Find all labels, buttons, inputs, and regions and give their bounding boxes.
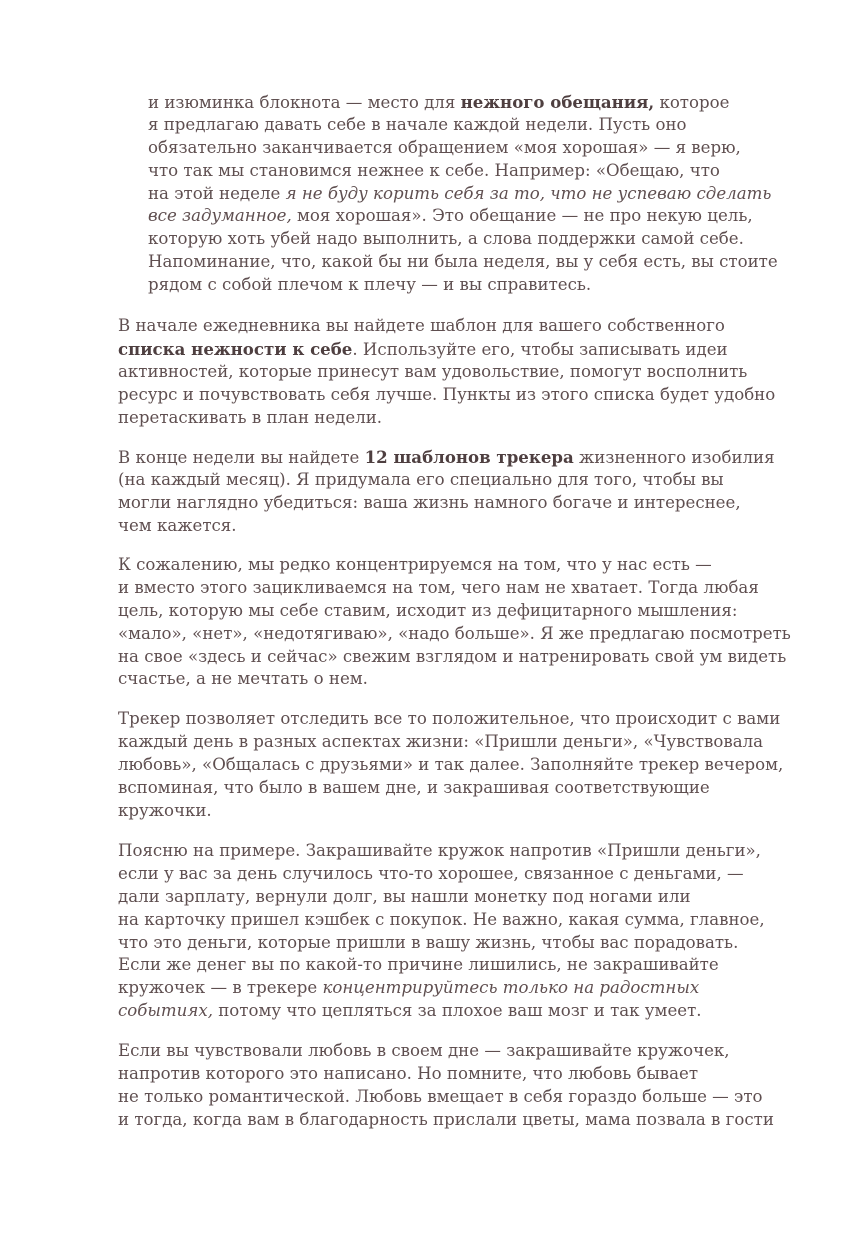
text-segment: кружочек — в трекере bbox=[118, 978, 323, 998]
text-segment: на карточку пришел кэшбек с покупок. Не важно, какая сумма, главное, bbox=[118, 909, 765, 929]
text-segment: каждый день в разных аспектах жизни: «Пришли деньги», «Чувствовала bbox=[118, 731, 764, 751]
text-line bbox=[118, 515, 775, 538]
text-line bbox=[118, 800, 783, 823]
text-segment: Поясню на примере. Закрашивайте кружок напротив «Пришли деньги», bbox=[118, 841, 761, 860]
text-segment: не только романтической. Любовь вмещает в себя гораздо больше — это bbox=[118, 1086, 763, 1106]
text-line bbox=[148, 91, 778, 114]
text-line bbox=[118, 469, 775, 492]
text-line bbox=[118, 492, 775, 515]
text-line bbox=[148, 137, 778, 160]
text-segment: В начале ежедневника вы найдете шаблон для вашего собственного bbox=[118, 316, 725, 335]
text-line bbox=[118, 954, 765, 977]
text-line bbox=[118, 446, 775, 469]
text-line bbox=[118, 932, 765, 955]
italic-text: концентрируйтесь только на радостных bbox=[322, 978, 700, 998]
text-line bbox=[118, 1000, 765, 1023]
text-segment: Трекер позволяет отследить все то положительное, что происходит с вами bbox=[118, 709, 781, 728]
text-segment: активностей, которые принесут вам удовольствие, помогут восполнить bbox=[118, 361, 748, 381]
text-line bbox=[118, 600, 791, 623]
text-line bbox=[118, 708, 783, 731]
text-segment: . Используйте его, чтобы записывать идеи bbox=[352, 339, 728, 359]
bold-text: списка нежности к себе bbox=[118, 338, 353, 359]
text-segment: Если вы чувствовали любовь в своем дне — закрашивайте кружочек, bbox=[118, 1041, 730, 1060]
text-line bbox=[118, 646, 791, 669]
text-segment: напротив которого это написано. Но помните, что любовь бывает bbox=[118, 1063, 699, 1083]
text-line bbox=[118, 554, 791, 577]
text-line bbox=[118, 840, 765, 863]
text-line bbox=[148, 160, 778, 183]
text-line bbox=[118, 1063, 774, 1086]
text-line bbox=[118, 909, 765, 932]
text-line bbox=[148, 114, 778, 137]
text-segment: которую хоть убей надо выполнить, а слова поддержки самой себе. bbox=[148, 229, 744, 249]
text-segment: и тогда, когда вам в благодарность прислали цветы, мама позвала в гости bbox=[118, 1109, 774, 1129]
text-segment: перетаскивать в план недели. bbox=[118, 407, 383, 427]
text-line bbox=[118, 1109, 774, 1132]
text-segment: и изюминка блокнота — место для bbox=[148, 93, 461, 112]
text-line bbox=[118, 315, 775, 338]
text-segment: что это деньги, которые пришли в вашу жизнь, чтобы вас порадовать. bbox=[118, 932, 739, 952]
text-line bbox=[118, 577, 791, 600]
text-segment: моя хорошая». Это обещание — не про некую цель, bbox=[291, 206, 753, 226]
paragraph-love-example bbox=[118, 1040, 774, 1132]
text-segment: дали зарплату, вернули долг, вы нашли монетку под ногами или bbox=[118, 886, 691, 906]
text-segment: потому что цепляться за плохое ваш мозг и так умеет. bbox=[212, 1001, 702, 1021]
paragraph-tenderness-list bbox=[118, 315, 775, 429]
paragraph-tracker-usage bbox=[118, 708, 783, 822]
text-line bbox=[118, 338, 775, 361]
text-line bbox=[118, 977, 765, 1000]
text-segment: если у вас за день случилось что-то хорошее, связанное с деньгами, — bbox=[118, 863, 744, 883]
text-segment: чем кажется. bbox=[118, 515, 237, 535]
text-segment: кружочки. bbox=[118, 800, 212, 820]
text-line bbox=[118, 863, 765, 886]
text-line bbox=[118, 731, 783, 754]
text-segment: что так мы становимся нежнее к себе. Например: «Обещаю, что bbox=[148, 160, 720, 180]
text-line bbox=[118, 1086, 774, 1109]
text-segment: обязательно заканчивается обращением «моя хорошая» — я верю, bbox=[148, 137, 741, 157]
paragraph-promise bbox=[148, 91, 778, 297]
text-segment: вспоминая, что было в вашем дне, и закрашивая соответствующие bbox=[118, 777, 710, 797]
text-segment: (на каждый месяц). Я придумала его специально для того, чтобы вы bbox=[118, 469, 724, 489]
text-segment: ресурс и почувствовать себя лучше. Пункты из этого списка будет удобно bbox=[118, 384, 776, 404]
text-line bbox=[118, 1040, 774, 1063]
text-line bbox=[148, 228, 778, 251]
text-line bbox=[148, 274, 778, 297]
text-segment: К сожалению, мы редко концентрируемся на том, что у нас есть — bbox=[118, 555, 712, 574]
paragraph-tracker-templates bbox=[118, 446, 775, 538]
text-segment: могли наглядно убедиться: ваша жизнь намного богаче и интереснее, bbox=[118, 492, 741, 512]
text-segment: В конце недели вы найдете bbox=[118, 448, 365, 467]
text-line bbox=[118, 361, 775, 384]
text-line bbox=[148, 183, 778, 206]
text-segment: жизненного изобилия bbox=[573, 448, 775, 467]
text-segment: на этой неделе bbox=[148, 183, 286, 203]
text-line bbox=[118, 754, 783, 777]
text-line bbox=[118, 777, 783, 800]
text-line bbox=[118, 886, 765, 909]
italic-text: я не буду корить себя за то, что не успеваю сделать bbox=[285, 183, 772, 203]
text-segment: на свое «здесь и сейчас» свежим взглядом и натренировать свой ум видеть bbox=[118, 646, 787, 666]
paragraph-scarcity-thinking bbox=[118, 554, 791, 691]
text-segment: цель, которую мы себе ставим, исходит из дефицитарного мышления: bbox=[118, 600, 738, 620]
text-segment: я предлагаю давать себе в начале каждой недели. Пусть оно bbox=[148, 114, 687, 134]
text-line bbox=[118, 623, 791, 646]
bold-text: нежного обещания, bbox=[460, 92, 655, 112]
text-segment: рядом с собой плечом к плечу — и вы справитесь. bbox=[148, 275, 592, 295]
text-segment: «мало», «нет», «недотягиваю», «надо больше». Я же предлагаю посмотреть bbox=[118, 623, 791, 643]
text-segment: которое bbox=[654, 93, 730, 112]
text-line bbox=[118, 668, 791, 691]
paragraph-money-example bbox=[118, 840, 765, 1023]
bold-text: 12 шаблонов трекера bbox=[364, 447, 574, 467]
italic-text: все задуманное, bbox=[148, 206, 292, 226]
text-segment: счастье, а не мечтать о нем. bbox=[118, 669, 368, 689]
text-segment: Напоминание, что, какой бы ни была неделя, вы у себя есть, вы стоите bbox=[148, 252, 778, 272]
text-segment: и вместо этого зацикливаемся на том, чего нам не хватает. Тогда любая bbox=[118, 577, 759, 597]
text-line bbox=[118, 407, 775, 430]
text-line bbox=[118, 384, 775, 407]
text-segment: любовь», «Общалась с друзьями» и так далее. Заполняйте трекер вечером, bbox=[118, 754, 784, 774]
text-line bbox=[148, 251, 778, 274]
text-line bbox=[148, 205, 778, 228]
italic-text: событиях, bbox=[118, 1001, 213, 1021]
text-segment: Если же денег вы по какой-то причине лишились, не закрашивайте bbox=[118, 955, 719, 975]
